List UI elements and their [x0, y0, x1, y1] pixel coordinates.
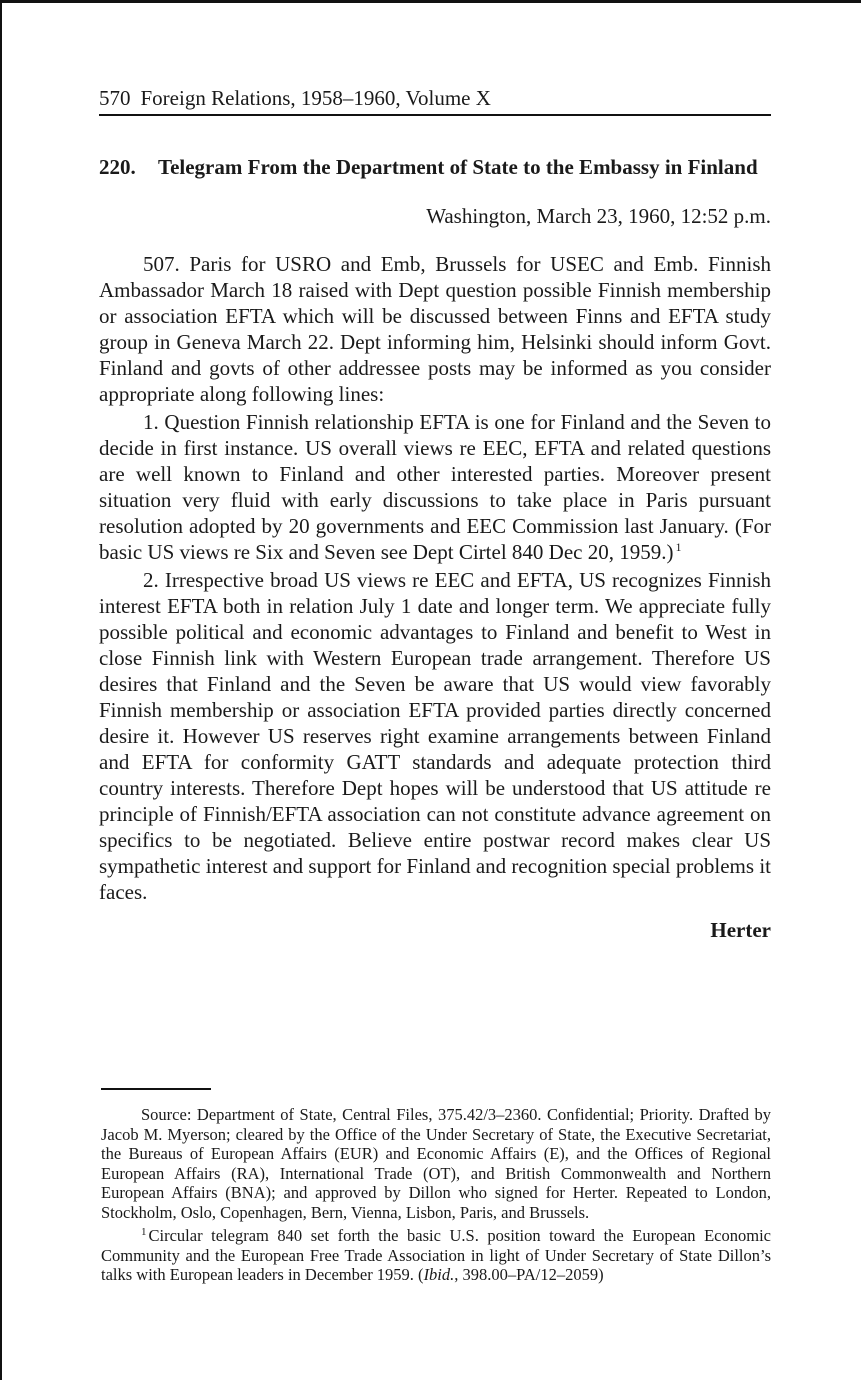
footnote-1-text: Circular telegram 840 set forth the basic U.S. position toward the European Economic Community and the European Free Trade Association in light of Under Secretary of State Dillon’s talks with European leaders in December 1959. (	[101, 1226, 771, 1284]
dateline: Washington, March 23, 1960, 12:52 p.m.	[426, 204, 771, 228]
document-title: Telegram From the Department of State to the Embassy in Finland	[158, 155, 758, 179]
paragraph-point-1	[99, 409, 771, 565]
page-top-border	[0, 0, 861, 3]
footnote-divider	[101, 1088, 211, 1090]
footnote-1-citation: , 398.00–PA/12–2059)	[454, 1265, 604, 1284]
document-number: 220.	[99, 155, 136, 179]
paragraph-point-1-text: 1. Question Finnish relationship EFTA is one for Finland and the Seven to decide in first instance. US overall views re EEC, EFTA and related questions are well known to Finland and other interested parties. Moreover present situation very fluid with early discussions to take place in Paris pursuant resolution adopted by 20 governments and EEC Commission last January. (For basic US views re Six and Seven see Dept Cirtel 840 Dec 20, 1959.)	[99, 410, 771, 564]
page-left-border	[0, 0, 2, 1380]
page-number: 570	[99, 86, 131, 110]
source-note: Source: Department of State, Central Files, 375.42/3–2360. Confidential; Priority. Drafted by Jacob M. Myerson; cleared by the Office of the Under Secretary of State, the Executive Secretariat, the Bureaus of European Affairs (EUR) and Economic Affairs (E), and the Offices of Regional European Affairs (RA), International Trade (OT), and British Commonwealth and Northern European Affairs (BNA); and approved by Dillon who signed for Herter. Repeated to London, Stockholm, Oslo, Copenhagen, Bern, Vienna, Lisbon, Paris, and Brussels.	[101, 1105, 771, 1222]
footnote-1-ibid: Ibid.	[423, 1265, 455, 1284]
page-content	[99, 84, 771, 943]
paragraph-intro: 507. Paris for USRO and Emb, Brussels for USEC and Emb. Finnish Ambassador March 18 raised with Dept question possible Finnish membership or association EFTA which will be discussed between Finns and EFTA study group in Geneva March 22. Dept informing him, Helsinki should inform Govt. Finland and govts of other addressee posts may be informed as you consider appropriate along following lines:	[99, 252, 771, 406]
paragraph-point-2: 2. Irrespective broad US views re EEC and EFTA, US recognizes Finnish interest EFTA both in relation July 1 date and longer term. We appreciate fully possible political and economic advantages to Finland and benefit to West in close Finnish link with Western European trade arrangement. Therefore US desires that Finland and the Seven be aware that US would view favorably Finnish membership or association EFTA provided parties directly concerned desire it. However US reserves right examine arrangements between Finland and EFTA for conformity GATT standards and adequate protection third country interests. Therefore Dept hopes will be understood that US attitude re principle of Finnish/EFTA association can not constitute advance agreement on specifics to be negotiated. Believe entire postwar record makes clear US sympathetic interest and support for Finland and recognition special problems it faces.	[99, 568, 771, 904]
footnotes	[101, 1105, 771, 1285]
footnote-ref-1: 1	[675, 540, 682, 554]
signature: Herter	[710, 918, 771, 942]
telegram-body	[99, 251, 771, 905]
footnote-1	[101, 1226, 771, 1285]
running-head-title: Foreign Relations, 1958–1960, Volume X	[140, 86, 491, 110]
document-heading	[99, 154, 771, 181]
footnote-1-marker: 1	[141, 1225, 147, 1238]
running-head	[99, 84, 771, 116]
